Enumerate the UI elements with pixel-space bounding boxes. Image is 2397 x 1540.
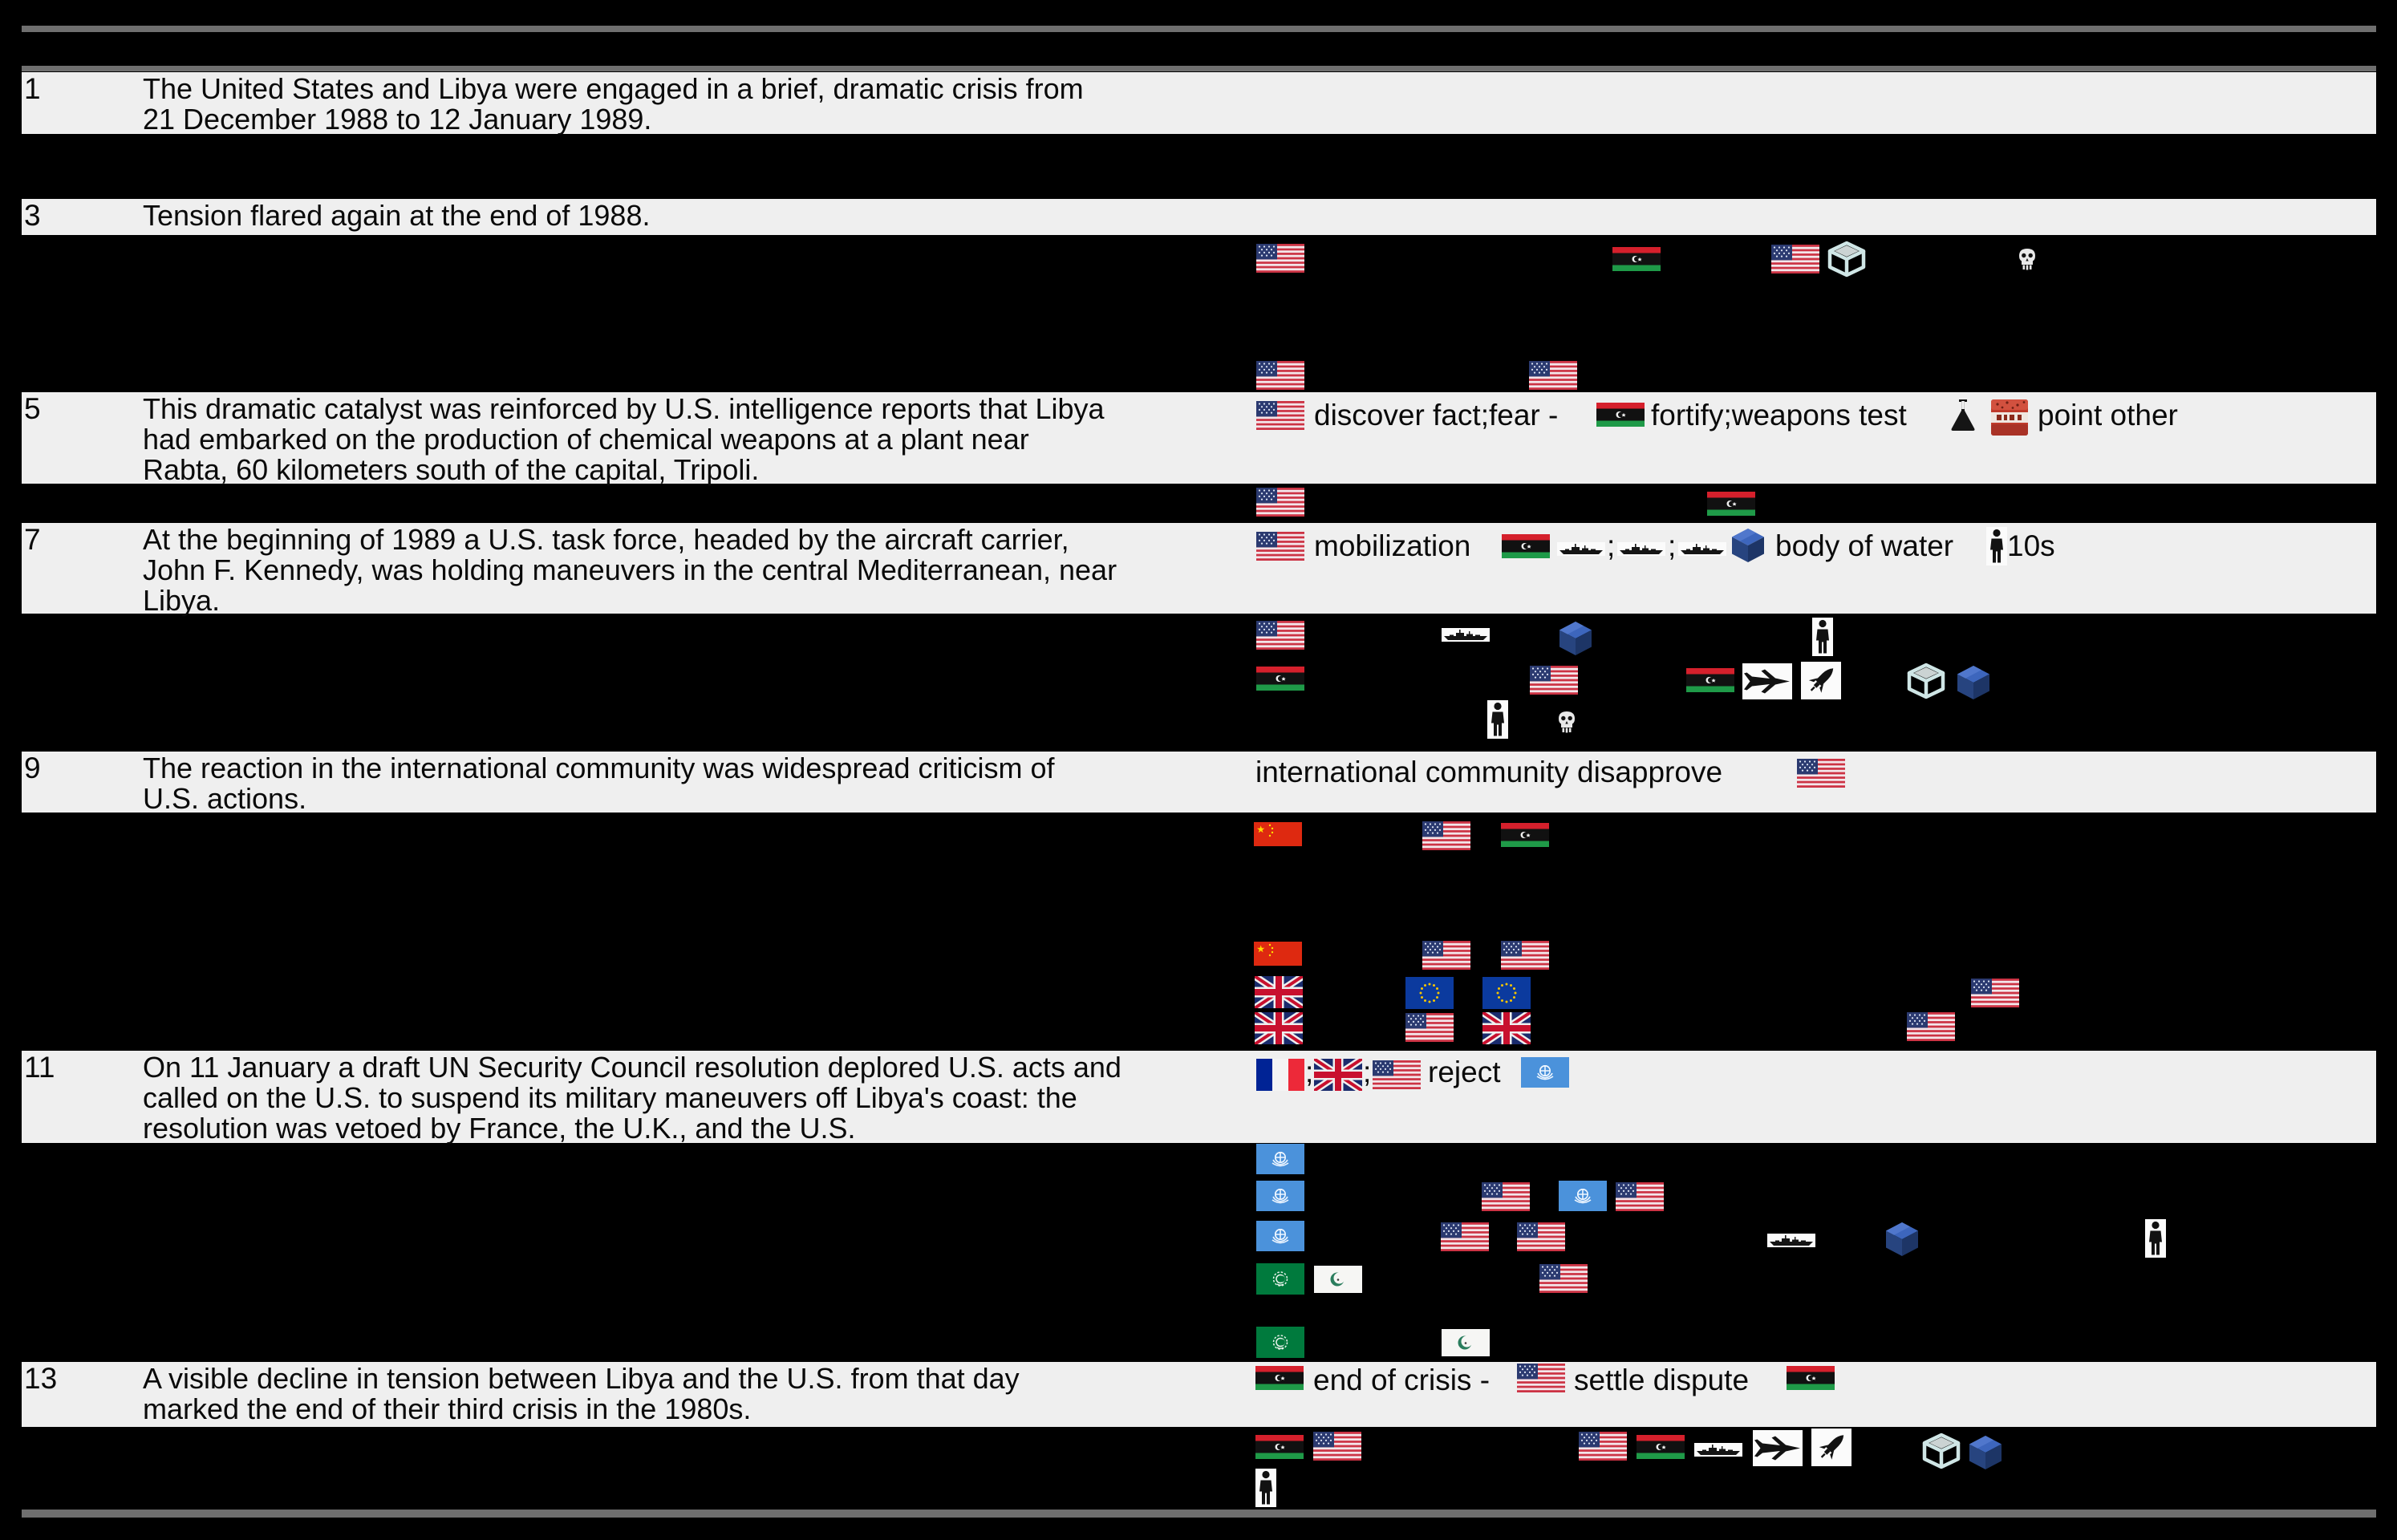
eu-flag-icon xyxy=(1405,977,1454,1009)
annotation-text: ; xyxy=(1305,1056,1314,1088)
us-flag-icon xyxy=(1517,1222,1565,1251)
un-flag-icon xyxy=(1559,1181,1607,1211)
blue-cube-icon xyxy=(1730,526,1766,564)
annotation-text: international community disapprove xyxy=(1255,756,1723,788)
us-flag-icon xyxy=(1313,1432,1361,1461)
annotation-text: point other xyxy=(2038,399,2178,432)
sentence-text-line: This dramatic catalyst was reinforced by U.S. intelligence reports that Libya xyxy=(143,392,1105,425)
sentence-text-line: John F. Kennedy, was holding maneuvers in the central Mediterranean, near xyxy=(143,553,1117,586)
us-flag-icon xyxy=(1539,1264,1588,1293)
sentence-row xyxy=(22,1362,2376,1427)
us-flag-icon xyxy=(1256,488,1304,517)
rocket-icon xyxy=(1811,1429,1851,1466)
uk-flag-icon xyxy=(1255,976,1303,1008)
sentence-row xyxy=(22,1051,2376,1143)
ship-icon xyxy=(1767,1234,1815,1247)
glass-cube-icon xyxy=(1907,663,1945,699)
sentence-text-line: Tension flared again at the end of 1988. xyxy=(143,199,651,232)
un-flag-icon xyxy=(1256,1144,1304,1174)
tnt-icon xyxy=(1991,399,2028,436)
sentence-number: 11 xyxy=(24,1051,55,1084)
sentence-text xyxy=(143,753,1250,814)
china-flag-icon xyxy=(1254,942,1302,966)
sentence-number: 7 xyxy=(24,523,41,556)
libya-flag-icon xyxy=(1596,403,1645,427)
ship-icon xyxy=(1694,1443,1742,1457)
annotation-text: ; xyxy=(1668,529,1677,562)
sentence-row xyxy=(22,72,2376,134)
sentence-text xyxy=(143,1052,1250,1144)
sentence-text-line: called on the U.S. to suspend its military maneuvers off Libya's coast: the xyxy=(143,1081,1077,1114)
us-flag-icon xyxy=(1517,1364,1565,1392)
libya-flag-icon xyxy=(1502,534,1550,558)
uk-flag-icon xyxy=(1314,1059,1362,1091)
person-icon xyxy=(1986,527,2007,565)
sentence-text-line: A visible decline in tension between Libya and the U.S. from that day xyxy=(143,1362,1020,1395)
sentence-text xyxy=(143,525,1250,616)
glass-cube-icon xyxy=(1922,1433,1961,1469)
us-flag-icon xyxy=(1482,1182,1530,1211)
ship-icon xyxy=(1442,628,1490,642)
plane-icon xyxy=(1753,1430,1803,1466)
sentence-row xyxy=(22,752,2376,813)
us-flag-icon xyxy=(1256,361,1304,390)
sentence-text-line: The reaction in the international community was widespread criticism of xyxy=(143,752,1055,784)
sentence-number: 3 xyxy=(24,199,41,232)
ship-icon xyxy=(1617,542,1665,556)
us-flag-icon xyxy=(1529,361,1577,390)
un-flag-icon xyxy=(1521,1057,1569,1088)
divider-bar xyxy=(22,66,2376,71)
us-flag-icon xyxy=(1771,245,1819,274)
rocket-icon xyxy=(1801,662,1841,699)
uk-flag-icon xyxy=(1482,1012,1531,1044)
france-flag-icon xyxy=(1256,1059,1304,1091)
blue-cube-icon xyxy=(1557,619,1594,657)
sentence-text xyxy=(143,201,1250,231)
skull-icon xyxy=(2018,248,2036,270)
arab-league-flag-icon xyxy=(1256,1263,1304,1295)
un-flag-icon xyxy=(1256,1181,1304,1211)
us-flag-icon xyxy=(1256,244,1304,273)
divider-bar xyxy=(22,1510,2376,1518)
person-icon xyxy=(2145,1219,2166,1258)
sentence-text-line: Libya. xyxy=(143,584,221,617)
flask-icon xyxy=(1948,398,1978,436)
annotation-text: ; xyxy=(1607,529,1616,562)
us-flag-icon xyxy=(1422,821,1470,850)
libya-flag-icon xyxy=(1787,1366,1835,1390)
libya-flag-icon xyxy=(1612,247,1661,271)
us-flag-icon xyxy=(1422,941,1470,970)
china-flag-icon xyxy=(1254,822,1302,846)
divider-bar xyxy=(22,26,2376,32)
blue-cube-icon xyxy=(1967,1433,2004,1471)
sentence-number: 13 xyxy=(24,1362,58,1395)
sentence-text-line: On 11 January a draft UN Security Council resolution deplored U.S. acts and xyxy=(143,1051,1121,1084)
un-flag-icon xyxy=(1256,1221,1304,1251)
sentence-number: 5 xyxy=(24,392,41,425)
sentence-text-line: The United States and Libya were engaged in a brief, dramatic crisis from xyxy=(143,72,1084,105)
libya-flag-icon xyxy=(1686,668,1734,692)
sentence-text xyxy=(143,74,1250,135)
plane-icon xyxy=(1742,663,1792,699)
skull-icon xyxy=(1558,711,1576,733)
libya-flag-icon xyxy=(1501,823,1549,847)
us-flag-icon xyxy=(1405,1013,1454,1042)
libya-flag-icon xyxy=(1707,492,1755,516)
us-flag-icon xyxy=(1579,1432,1627,1461)
sentence-text-line: marked the end of their third crisis in the 1980s. xyxy=(143,1392,752,1425)
sentence-text xyxy=(143,1364,1250,1424)
us-flag-icon xyxy=(1256,532,1304,561)
us-flag-icon xyxy=(1616,1182,1664,1211)
oic-flag-icon xyxy=(1314,1266,1362,1293)
us-flag-icon xyxy=(1971,979,2019,1007)
sentence-text-line: 21 December 1988 to 12 January 1989. xyxy=(143,103,652,136)
libya-flag-icon xyxy=(1256,667,1304,691)
us-flag-icon xyxy=(1530,666,1578,695)
annotation-text: fortify;weapons test xyxy=(1651,399,1907,432)
annotation-text: ; xyxy=(1363,1056,1372,1088)
us-flag-icon xyxy=(1441,1222,1489,1251)
annotation-text: end of crisis - xyxy=(1313,1364,1491,1396)
sentence-text-line: U.S. actions. xyxy=(143,782,307,815)
ship-icon xyxy=(1678,542,1726,556)
annotation-text: settle dispute xyxy=(1574,1364,1750,1396)
us-flag-icon xyxy=(1373,1060,1421,1089)
sentence-text-line: Rabta, 60 kilometers south of the capital, Tripoli. xyxy=(143,453,760,486)
annotation-text: mobilization xyxy=(1314,529,1471,562)
person-icon xyxy=(1487,700,1508,739)
sentence-text-line: resolution was vetoed by France, the U.K., and the U.S. xyxy=(143,1112,856,1145)
ship-icon xyxy=(1557,542,1605,556)
us-flag-icon xyxy=(1501,941,1549,970)
annotation-text: body of water xyxy=(1775,529,1954,562)
person-icon xyxy=(1812,618,1833,656)
blue-cube-icon xyxy=(1955,663,1992,701)
glass-cube-icon xyxy=(1827,241,1866,278)
oic-flag-icon xyxy=(1442,1329,1490,1356)
us-flag-icon xyxy=(1256,621,1304,650)
uk-flag-icon xyxy=(1255,1012,1303,1044)
libya-flag-icon xyxy=(1255,1435,1304,1459)
annotation-text: 10s xyxy=(2007,529,2055,562)
us-flag-icon xyxy=(1907,1012,1955,1041)
person-icon xyxy=(1255,1469,1276,1507)
annotation-text: discover fact;fear - xyxy=(1314,399,1559,432)
sentence-number: 1 xyxy=(24,72,41,105)
blue-cube-icon xyxy=(1884,1220,1920,1258)
sentence-text xyxy=(143,394,1250,485)
eu-flag-icon xyxy=(1482,977,1531,1009)
arab-league-flag-icon xyxy=(1256,1327,1304,1358)
sentence-number: 9 xyxy=(24,752,41,784)
sentence-row xyxy=(22,199,2376,235)
sentence-text-line: had embarked on the production of chemical weapons at a plant near xyxy=(143,423,1029,456)
us-flag-icon xyxy=(1256,401,1304,430)
libya-flag-icon xyxy=(1255,1366,1304,1390)
annotation-text: reject xyxy=(1428,1056,1501,1088)
sentence-text-line: At the beginning of 1989 a U.S. task force, headed by the aircraft carrier, xyxy=(143,523,1069,556)
libya-flag-icon xyxy=(1637,1435,1685,1459)
us-flag-icon xyxy=(1797,759,1845,788)
